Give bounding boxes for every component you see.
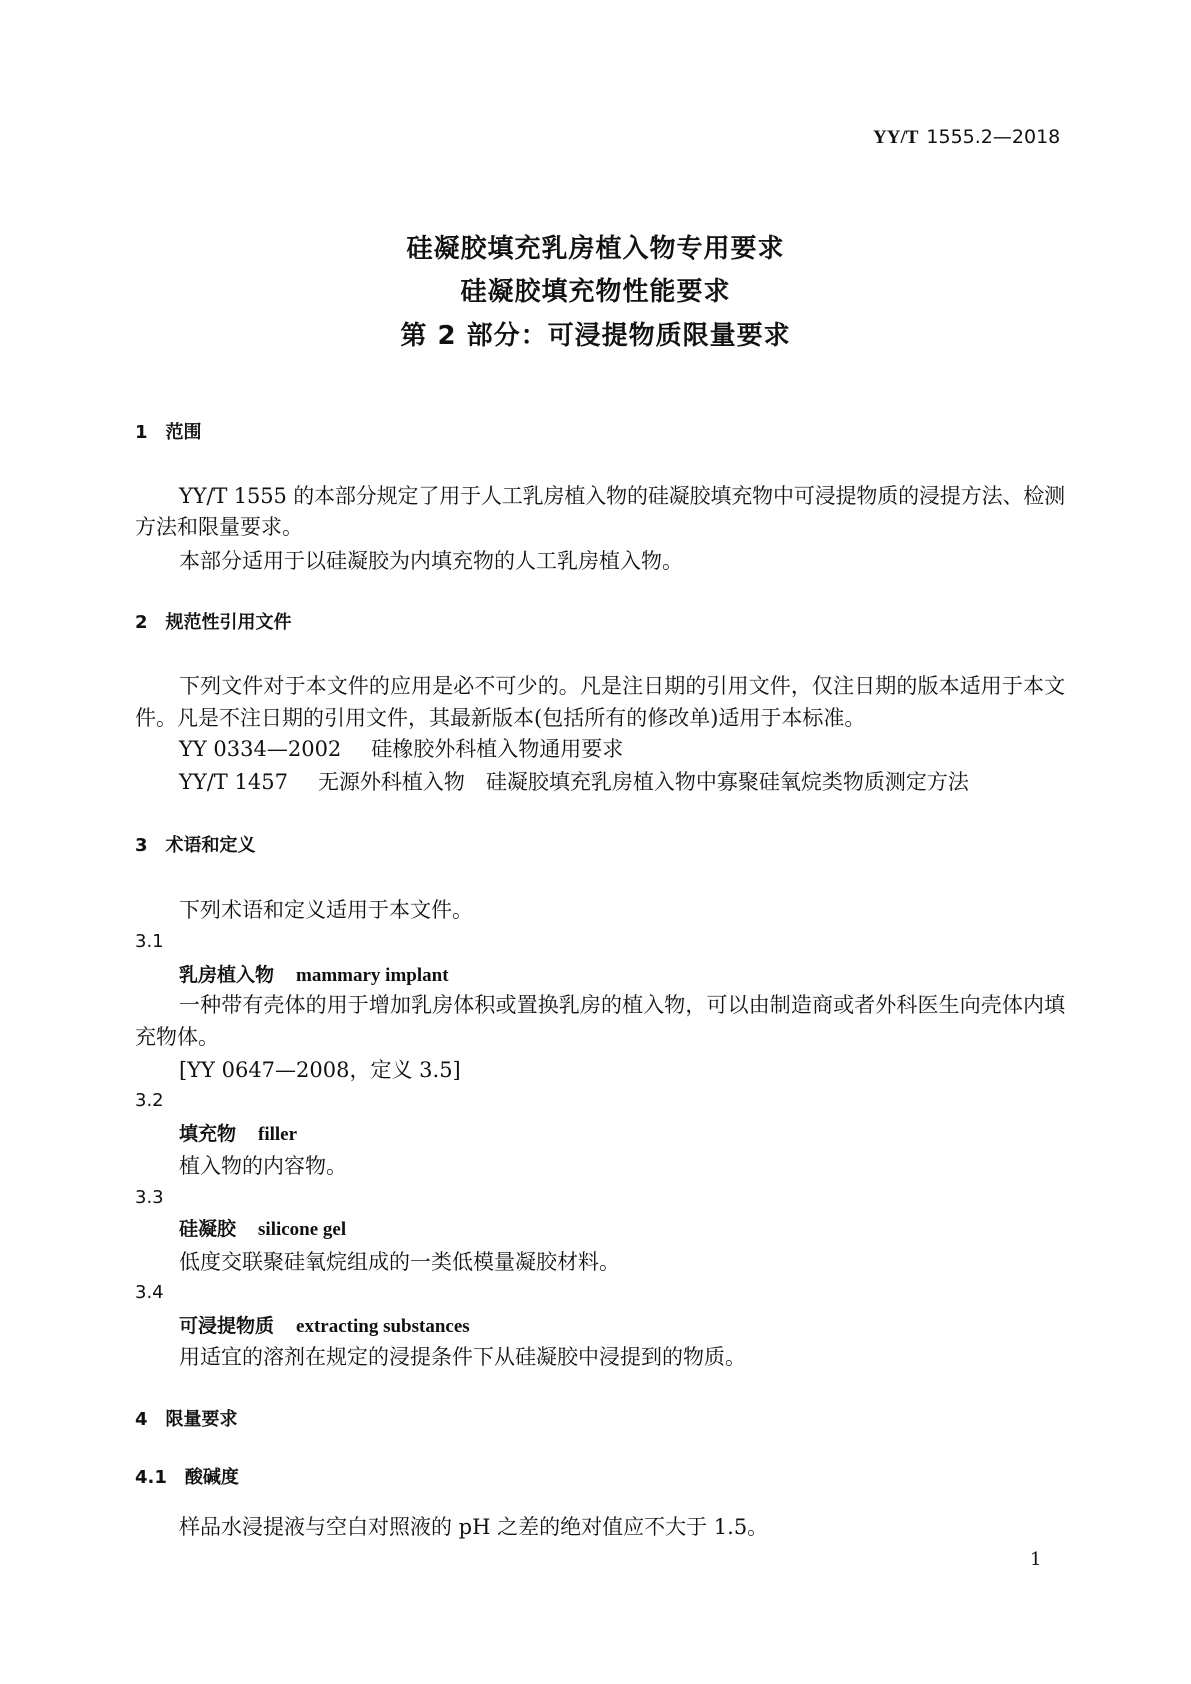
normative-reference: YY 0334—2002 硅橡胶外科植入物通用要求 [179,737,624,761]
paragraph: 本部分适用于以硅凝胶为内填充物的人工乳房植入物。 [179,549,683,573]
title-line-1: 硅凝胶填充乳房植入物专用要求 [406,234,785,264]
section-1-heading: 1 范围 [135,422,202,443]
section-4-heading: 4 限量要求 [135,1409,238,1430]
term-heading: 乳房植入物 mammary implant [179,964,449,986]
term-definition: 低度交联聚硅氧烷组成的一类低模量凝胶材料。 [179,1250,620,1274]
standard-code: YY/T 1555.2—2018 [873,126,1061,148]
term-definition: 一种带有壳体的用于增加乳房体积或置换乳房的植入物，可以由制造商或者外科医生向壳体内填 [179,993,1066,1017]
paragraph: 下列术语和定义适用于本文件。 [179,898,473,922]
term-heading: 填充物 filler [179,1123,298,1145]
title-line-3: 第 2 部分：可浸提物质限量要求 [400,321,791,351]
term-definition: 充物体。 [135,1025,219,1049]
term-number: 3.1 [135,931,164,952]
paragraph-line: 下列文件对于本文件的应用是必不可少的。凡是注日期的引用文件，仅注日期的版本适用于本文 [179,674,1066,698]
paragraph-line: YY/T 1555 的本部分规定了用于人工乳房植入物的硅凝胶填充物中可浸提物质的浸提方法、检测 [179,484,1066,508]
term-number: 3.3 [135,1187,164,1208]
paragraph: 样品水浸提液与空白对照液的 pH 之差的绝对值应不大于 1.5。 [179,1515,769,1539]
normative-reference: YY/T 1457 无源外科植入物 硅凝胶填充乳房植入物中寡聚硅氧烷类物质测定方法 [179,770,969,794]
term-number: 3.2 [135,1090,164,1111]
term-heading: 可浸提物质 extracting substances [179,1315,470,1337]
paragraph-line: 件。凡是不注日期的引用文件，其最新版本(包括所有的修改单)适用于本标准。 [135,706,866,730]
term-heading: 硅凝胶 silicone gel [179,1218,347,1240]
section-2-heading: 2 规范性引用文件 [135,612,292,633]
page-number: 1 [1030,1549,1042,1570]
term-definition: 植入物的内容物。 [179,1154,347,1178]
term-source: [YY 0647—2008，定义 3.5] [179,1058,461,1082]
term-definition: 用适宜的溶剂在规定的浸提条件下从硅凝胶中浸提到的物质。 [179,1345,746,1369]
section-3-heading: 3 术语和定义 [135,835,256,856]
term-number: 3.4 [135,1282,164,1303]
title-line-2: 硅凝胶填充物性能要求 [460,277,731,307]
paragraph-line: 方法和限量要求。 [135,515,303,539]
section-4-1-heading: 4.1 酸碱度 [135,1467,239,1488]
